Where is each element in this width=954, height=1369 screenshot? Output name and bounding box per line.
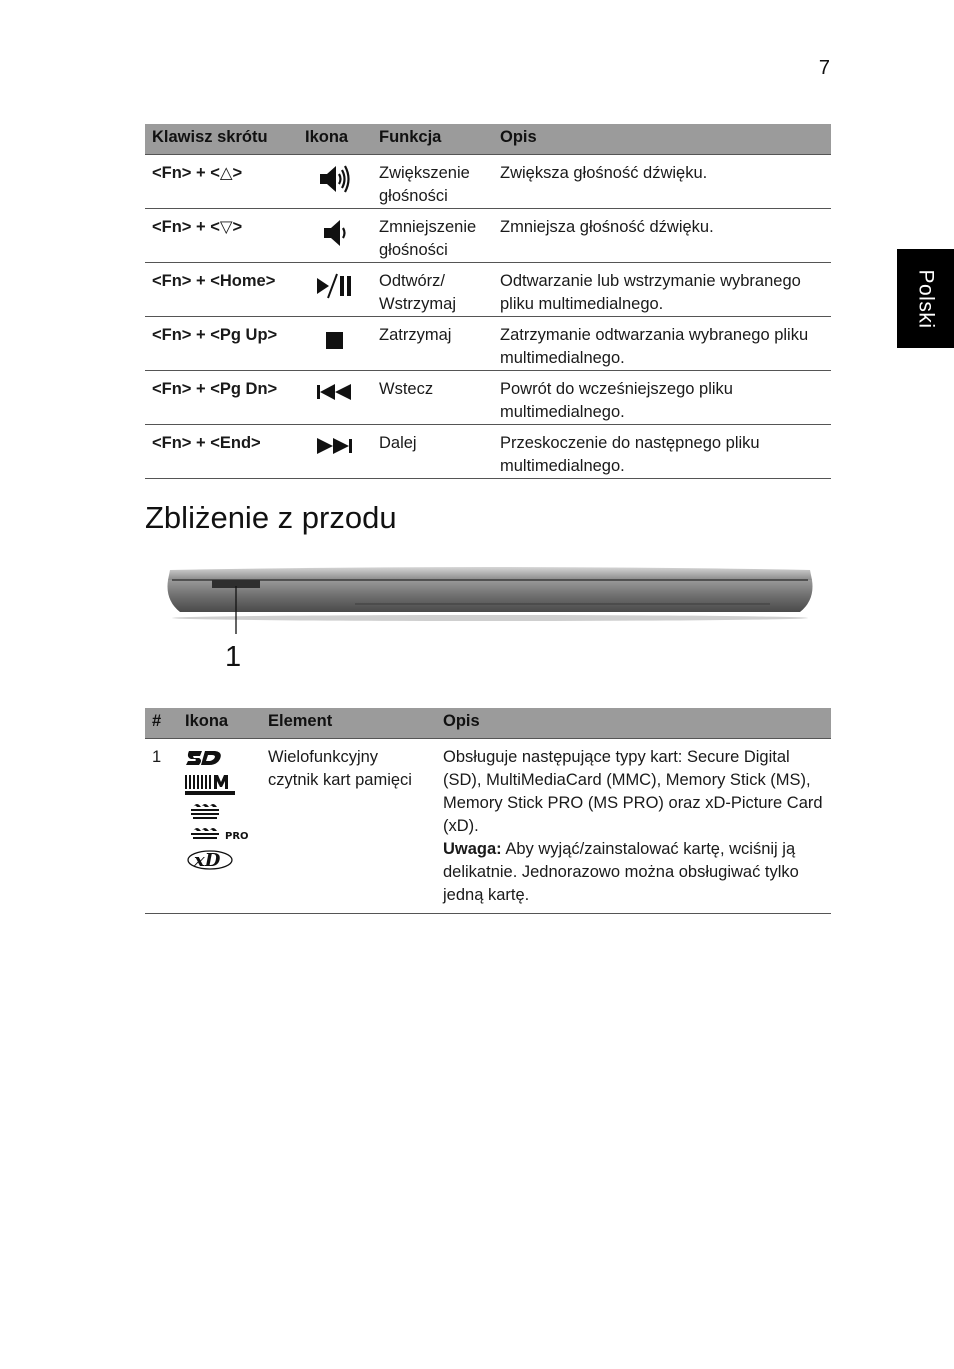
- function-name: Zmniejszenie głośności: [372, 209, 493, 263]
- stop-icon: [320, 328, 350, 346]
- sd-card-logo-icon: [185, 748, 225, 771]
- note-text: Aby wyjąć/zainstalować kartę, wciśnij ją delikatnie. Jednorazowo można obsługiwać tylko jedną kartę.: [443, 840, 799, 904]
- function-description: Przeskoczenie do następnego pliku multimedialnego.: [493, 425, 831, 479]
- function-name: Odtwórz/ Wstrzymaj: [372, 263, 493, 317]
- row-number: 1: [145, 739, 178, 914]
- table-row: [145, 425, 831, 479]
- callout-number: 1: [225, 641, 242, 673]
- header-number: #: [145, 708, 178, 739]
- volume-down-icon: [318, 220, 352, 238]
- header-description: Opis: [436, 708, 831, 739]
- header-shortcut-key: Klawisz skrótu: [145, 124, 298, 155]
- table-row: [145, 263, 831, 317]
- shortcut-key: <Fn> + <Pg Dn>: [145, 371, 298, 425]
- function-description: Powrót do wcześniejszego pliku multimedialnego.: [493, 371, 831, 425]
- function-description: Zwiększa głośność dźwięku.: [493, 155, 831, 209]
- function-description: Odtwarzanie lub wstrzymanie wybranego pliku multimedialnego.: [493, 263, 831, 317]
- function-name: Zwiększenie głośności: [372, 155, 493, 209]
- language-tab-label: Polski: [914, 268, 938, 329]
- table-row: [145, 317, 831, 371]
- function-name: Zatrzymaj: [372, 317, 493, 371]
- memory-stick-pro-logo-icon: [185, 824, 249, 847]
- shortcut-key: <Fn> + <Pg Up>: [145, 317, 298, 371]
- header-element: Element: [261, 708, 436, 739]
- table-row: [145, 371, 831, 425]
- table-row: [145, 155, 831, 209]
- shortcut-key: <Fn> + <Home>: [145, 263, 298, 317]
- next-track-icon: [315, 436, 355, 454]
- table-header-row: [145, 708, 831, 739]
- shortcut-table: [145, 124, 831, 479]
- shortcut-key: <Fn> + <△>: [145, 155, 298, 209]
- section-title: Zbliżenie z przodu: [145, 500, 397, 535]
- page-number: 7: [818, 57, 830, 79]
- function-description: Zmniejsza głośność dźwięku.: [493, 209, 831, 263]
- table-header-row: [145, 124, 831, 155]
- component-table: [145, 708, 831, 914]
- table-row: [145, 739, 831, 914]
- volume-up-icon: [318, 166, 352, 184]
- multimediacard-logo-icon: [185, 773, 237, 797]
- xd-picture-card-logo-icon: [185, 849, 235, 872]
- memory-stick-logo-icon: [185, 799, 225, 822]
- element-name: Wielofunkcyjny czytnik kart pamięci: [261, 739, 436, 914]
- element-description: [436, 739, 831, 914]
- header-description: Opis: [493, 124, 831, 155]
- previous-track-icon: [315, 382, 355, 400]
- header-icon: Ikona: [178, 708, 261, 739]
- shortcut-key: <Fn> + <End>: [145, 425, 298, 479]
- description-text: Obsługuje następujące typy kart: Secure Digital (SD), MultiMediaCard (MMC), Memory Stick (MS), Memory Stick PRO (MS PRO) oraz xD-Picture Card (xD).: [443, 748, 823, 835]
- header-icon: Ikona: [298, 124, 372, 155]
- shortcut-key: <Fn> + <▽>: [145, 209, 298, 263]
- header-function: Funkcja: [372, 124, 493, 155]
- table-row: [145, 209, 831, 263]
- play-pause-icon: [315, 274, 355, 292]
- function-description: Zatrzymanie odtwarzania wybranego pliku multimedialnego.: [493, 317, 831, 371]
- note-label: Uwaga:: [443, 840, 502, 858]
- function-name: Dalej: [372, 425, 493, 479]
- function-name: Wstecz: [372, 371, 493, 425]
- svg-text:PRO: PRO: [225, 831, 249, 842]
- language-tab: [897, 249, 954, 348]
- laptop-front-view-icon: [160, 560, 820, 645]
- svg-text:xD: xD: [194, 850, 221, 871]
